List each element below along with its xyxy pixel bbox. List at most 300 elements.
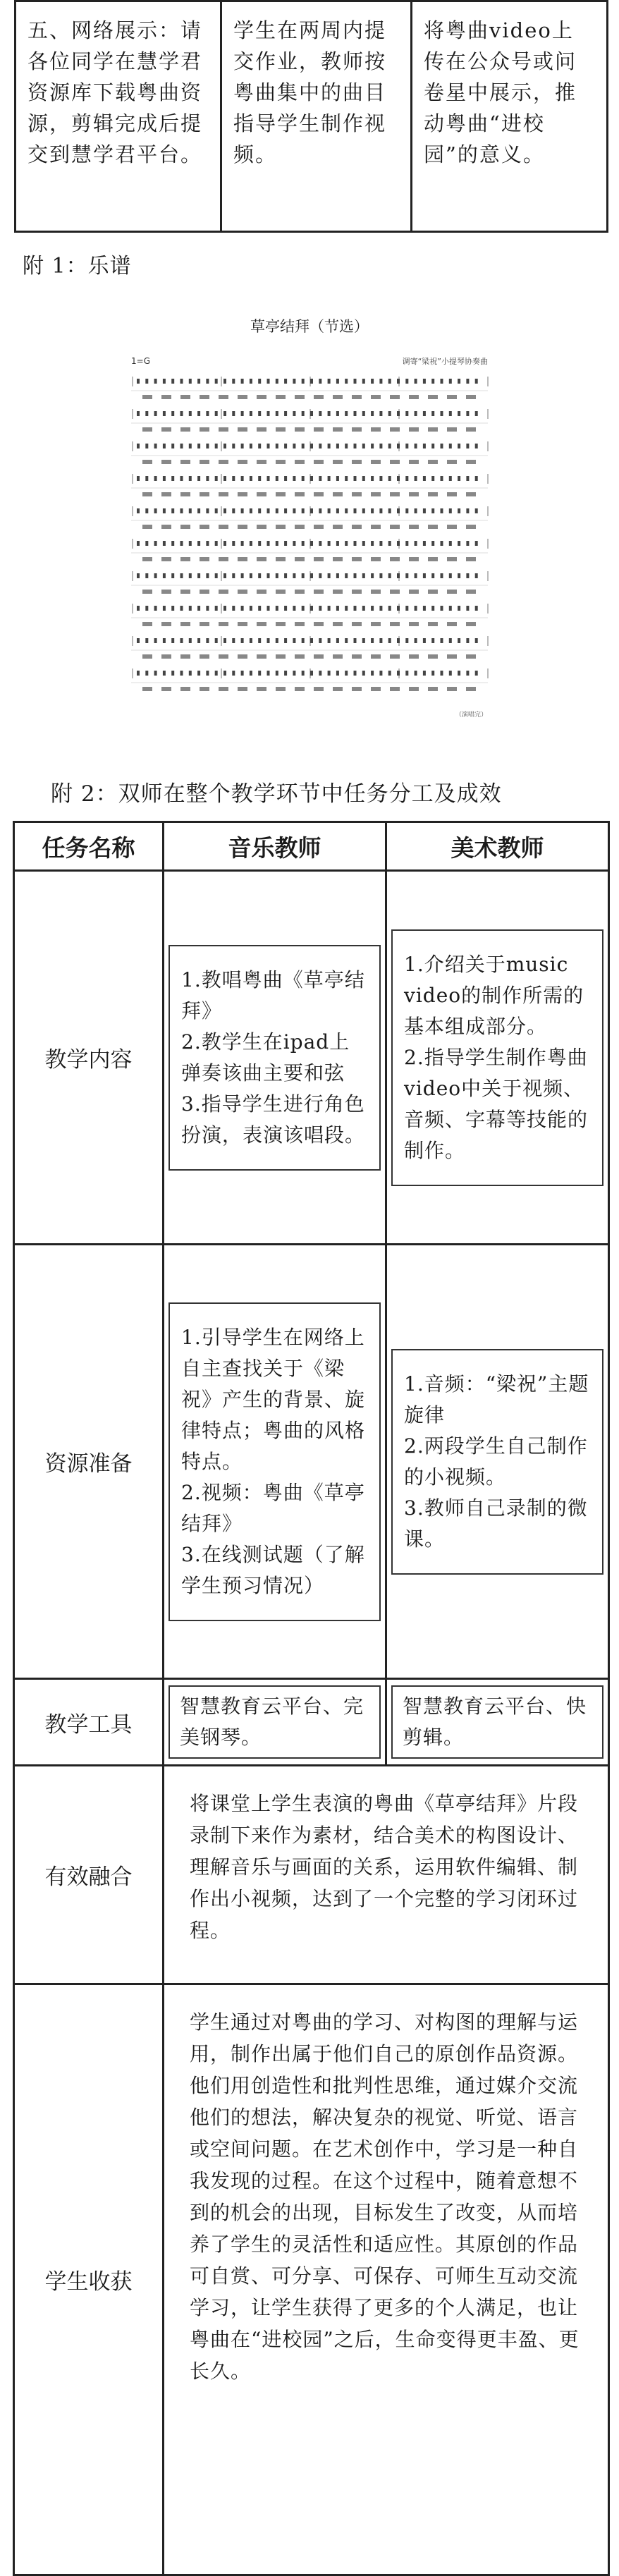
score-lyric-glyph (371, 654, 381, 659)
score-lyric-glyph (161, 654, 171, 659)
score-lyric-glyph (142, 557, 152, 561)
score-note-glyph (388, 444, 391, 448)
score-lyric-glyph (295, 687, 305, 691)
score-lyric-glyph (161, 427, 171, 432)
score-note-glyph (258, 476, 261, 481)
score-lyric-glyph (238, 525, 247, 529)
score-lyric-glyph (238, 687, 247, 691)
score-note-glyph (154, 411, 157, 416)
score-lyric-glyph (333, 525, 343, 529)
score-lyric-glyph (180, 622, 190, 626)
score-note-glyph (310, 573, 313, 578)
score-lyric-glyph (276, 622, 286, 626)
score-note-glyph (180, 671, 183, 676)
score-note-glyph (215, 444, 218, 448)
score-note-glyph (379, 476, 382, 481)
score-note-glyph (267, 379, 270, 384)
score-lyric-glyph (295, 557, 305, 561)
art-teaching-content: 1.介绍关于music video的制作所需的基本组成部分。 2.指导学生制作粤曲video中关于视频、音频、字幕等技能的制作。 (391, 929, 603, 1186)
score-lyric-glyph (180, 492, 190, 496)
score-lyric-glyph (219, 590, 228, 594)
score-note-glyph (431, 508, 434, 513)
score-note-glyph (405, 411, 408, 416)
score-note-glyph (163, 638, 166, 643)
score-note-glyph (293, 541, 295, 546)
score-note-glyph (345, 476, 348, 481)
score-note-glyph (189, 638, 192, 643)
score-note-glyph (449, 411, 452, 416)
score-lyric-glyph (409, 590, 419, 594)
score-note-glyph (336, 508, 339, 513)
score-lyric-glyph (409, 557, 419, 561)
score-note-glyph (163, 573, 166, 578)
score-note-glyph (415, 444, 417, 448)
score-note-glyph (431, 671, 434, 676)
score-lyric-glyph (200, 427, 209, 432)
score-note-glyph (145, 444, 148, 448)
score-note-glyph (362, 411, 365, 416)
integration-text: 将课堂上学生表演的粤曲《草亭结拜》片段录制下来作为素材，结合美术的构图设计、理解音乐与画面的关系，运用软件编辑、制作出小视频，达到了一个完整的学习闭环过程。 (164, 1766, 609, 1984)
score-note-glyph (397, 671, 400, 676)
score-note-glyph (354, 444, 357, 448)
score-note-glyph (267, 541, 270, 546)
score-note-glyph (241, 671, 244, 676)
score-note-glyph (397, 508, 400, 513)
score-lyric-glyph (314, 427, 324, 432)
table-row-integration (14, 1766, 609, 1984)
score-lyric-glyph (200, 622, 209, 626)
score-note-glyph (223, 508, 226, 513)
score-lyric-glyph (333, 427, 343, 432)
score-note-glyph (336, 573, 339, 578)
header-art-teacher: 美术教师 (386, 822, 609, 871)
score-note-glyph (215, 411, 218, 416)
score-note-glyph (180, 638, 183, 643)
score-note-glyph (441, 541, 443, 546)
score-note-glyph (449, 541, 452, 546)
score-note-glyph (206, 444, 209, 448)
score-note-glyph (431, 606, 434, 611)
score-note-glyph (336, 541, 339, 546)
score-lyric-glyph (371, 395, 381, 399)
score-note-glyph (405, 444, 408, 448)
score-note-glyph (276, 606, 278, 611)
score-lyric-glyph (352, 395, 362, 399)
score-note-glyph (354, 476, 357, 481)
score-lyric-glyph (390, 687, 400, 691)
score-lyric-glyph (333, 687, 343, 691)
score-lyric-glyph (371, 460, 381, 464)
score-note-glyph (189, 379, 192, 384)
score-lyric-glyph (200, 492, 209, 496)
score-note-glyph (431, 541, 434, 546)
score-note-glyph (206, 476, 209, 481)
score-note-glyph (154, 476, 157, 481)
score-lyric-glyph (161, 590, 171, 594)
score-note-glyph (431, 379, 434, 384)
score-lyric-glyph (314, 590, 324, 594)
score-note-glyph (267, 411, 270, 416)
score-lyric-glyph (466, 492, 476, 496)
score-notation-lines (131, 377, 488, 691)
score-note-glyph (397, 541, 400, 546)
score-lyric-glyph (409, 395, 419, 399)
score-note-glyph (154, 638, 157, 643)
score-note-glyph (379, 541, 382, 546)
score-lyric-glyph (257, 427, 266, 432)
score-note-glyph (154, 573, 157, 578)
score-lyric-glyph (428, 590, 438, 594)
row-label: 有效融合 (14, 1766, 164, 1984)
score-note-glyph (441, 573, 443, 578)
score-lyric-glyph (352, 557, 362, 561)
score-note-glyph (466, 541, 469, 546)
score-note-glyph (137, 606, 140, 611)
score-note-glyph (197, 379, 200, 384)
score-note-glyph (423, 573, 426, 578)
score-note-glyph (293, 671, 295, 676)
score-lyric-glyph (447, 590, 457, 594)
score-lyric-glyph (428, 557, 438, 561)
table-row-teaching-tools (14, 1679, 609, 1766)
score-note-glyph (466, 476, 469, 481)
score-note-glyph (241, 638, 244, 643)
score-note-glyph (371, 379, 374, 384)
score-note-glyph (154, 671, 157, 676)
score-note-glyph (145, 541, 148, 546)
row-label: 资源准备 (14, 1245, 164, 1679)
row-label: 教学工具 (14, 1679, 164, 1766)
score-note-glyph (431, 573, 434, 578)
score-lyric-glyph (180, 460, 190, 464)
score-note-glyph (310, 541, 313, 546)
score-lyric-glyph (409, 427, 419, 432)
score-note-glyph (197, 638, 200, 643)
score-note-glyph (362, 508, 365, 513)
score-note-glyph (415, 606, 417, 611)
score-note-glyph (397, 573, 400, 578)
score-note-glyph (171, 638, 174, 643)
score-note-glyph (328, 541, 331, 546)
score-note-glyph (336, 671, 339, 676)
score-note-glyph (475, 671, 478, 676)
score-note-glyph (232, 638, 235, 643)
score-lyric-glyph (257, 492, 266, 496)
score-note-glyph (466, 508, 469, 513)
score-lyric-glyph (219, 525, 228, 529)
score-note-glyph (345, 573, 348, 578)
score-lyric-glyph (142, 460, 152, 464)
score-note-glyph (215, 541, 218, 546)
score-note-glyph (362, 671, 365, 676)
score-note-glyph (163, 411, 166, 416)
score-note-glyph (250, 606, 252, 611)
sheet-music-image (125, 305, 494, 726)
score-note-glyph (206, 411, 209, 416)
score-note-glyph (258, 508, 261, 513)
score-note-glyph (405, 606, 408, 611)
art-resource-prep: 1.音频：“梁祝”主题旋律 2.两段学生自己制作的小视频。 3.教师自己录制的微课。 (391, 1349, 603, 1575)
score-note-glyph (145, 573, 148, 578)
score-lyric-glyph (180, 654, 190, 659)
score-lyric-glyph (314, 395, 324, 399)
score-note-glyph (388, 573, 391, 578)
score-lyric-glyph (238, 622, 247, 626)
score-lyric-glyph (466, 460, 476, 464)
score-note-glyph (449, 638, 452, 643)
score-note-glyph (319, 411, 321, 416)
score-lyric-glyph (352, 460, 362, 464)
score-note-glyph (310, 638, 313, 643)
score-lyric-glyph (447, 460, 457, 464)
score-lyric-glyph (333, 590, 343, 594)
score-note-glyph (284, 638, 287, 643)
score-note-glyph (145, 606, 148, 611)
score-lyric-glyph (161, 460, 171, 464)
score-lyric-glyph (333, 557, 343, 561)
score-note-glyph (267, 508, 270, 513)
score-note-glyph (163, 541, 166, 546)
score-note-glyph (232, 379, 235, 384)
score-lyric-glyph (161, 395, 171, 399)
score-note-glyph (197, 541, 200, 546)
score-note-glyph (336, 606, 339, 611)
score-lyric-glyph (390, 427, 400, 432)
score-lyric-glyph (219, 557, 228, 561)
score-note-glyph (345, 444, 348, 448)
score-note-glyph (154, 444, 157, 448)
score-lyric-glyph (352, 427, 362, 432)
score-note-glyph (232, 508, 235, 513)
score-lyric-glyph (200, 460, 209, 464)
score-note-glyph (441, 638, 443, 643)
score-note-glyph (137, 379, 140, 384)
score-lyric-glyph (257, 590, 266, 594)
score-note-glyph (189, 541, 192, 546)
score-lyric-glyph (257, 557, 266, 561)
score-note-glyph (293, 411, 295, 416)
score-lyric-glyph (219, 492, 228, 496)
score-note-glyph (371, 573, 374, 578)
score-note-glyph (466, 444, 469, 448)
score-lyric-glyph (257, 687, 266, 691)
score-note-glyph (388, 671, 391, 676)
score-lyric-glyph (238, 492, 247, 496)
table-row-student-gains (14, 1984, 609, 2575)
score-note-glyph (371, 508, 374, 513)
score-lyric-glyph (219, 460, 228, 464)
music-teaching-tools: 智慧教育云平台、完美钢琴。 (168, 1685, 381, 1759)
score-note-glyph (163, 476, 166, 481)
score-note-glyph (441, 411, 443, 416)
score-lyric-glyph (466, 395, 476, 399)
score-lyric-glyph (200, 590, 209, 594)
score-note-glyph (310, 671, 313, 676)
score-note-glyph (145, 476, 148, 481)
score-lyric-glyph (428, 395, 438, 399)
score-lyric-glyph (409, 525, 419, 529)
score-lyric-glyph (314, 622, 324, 626)
score-note-glyph (397, 444, 400, 448)
score-lyric-glyph (390, 654, 400, 659)
score-note-glyph (206, 638, 209, 643)
score-note-glyph (379, 573, 382, 578)
score-note-glyph (232, 541, 235, 546)
score-note-glyph (241, 379, 244, 384)
score-note-glyph (215, 671, 218, 676)
score-lyric-glyph (180, 590, 190, 594)
top-table (14, 0, 608, 233)
score-note-glyph (302, 508, 305, 513)
score-note-glyph (293, 476, 295, 481)
score-lyric-glyph (161, 557, 171, 561)
score-lyric-glyph (238, 395, 247, 399)
score-lyric-glyph (371, 687, 381, 691)
table-header-row (14, 822, 609, 871)
score-lyric-glyph (276, 590, 286, 594)
header-task-name: 任务名称 (14, 822, 164, 871)
score-note-glyph (258, 444, 261, 448)
score-note-glyph (171, 508, 174, 513)
score-note-glyph (302, 573, 305, 578)
score-note-glyph (206, 508, 209, 513)
score-lyric-glyph (314, 557, 324, 561)
score-note-glyph (466, 573, 469, 578)
score-note-glyph (276, 444, 278, 448)
score-note-glyph (293, 638, 295, 643)
score-note-glyph (449, 508, 452, 513)
score-note-glyph (154, 508, 157, 513)
score-lyric-glyph (314, 460, 324, 464)
score-note-glyph (319, 379, 321, 384)
top-cell-student: 学生在两周内提交作业，教师按粤曲集中的曲目指导学生制作视频。 (221, 1, 412, 232)
score-lyric-glyph (409, 460, 419, 464)
score-note-glyph (250, 379, 252, 384)
score-note-glyph (397, 476, 400, 481)
score-note-glyph (466, 379, 469, 384)
score-note-glyph (466, 671, 469, 676)
score-lyric-glyph (371, 525, 381, 529)
score-note-glyph (310, 606, 313, 611)
score-note-glyph (475, 444, 478, 448)
score-note-glyph (319, 476, 321, 481)
score-note-glyph (241, 508, 244, 513)
score-note-glyph (171, 541, 174, 546)
score-note-glyph (223, 541, 226, 546)
score-note-glyph (319, 638, 321, 643)
score-lyric-glyph (466, 525, 476, 529)
score-lyric-glyph (352, 622, 362, 626)
score-lyric-glyph (200, 395, 209, 399)
score-lyric-glyph (352, 492, 362, 496)
score-note-glyph (415, 411, 417, 416)
score-note-glyph (415, 476, 417, 481)
score-note-glyph (163, 606, 166, 611)
score-note-glyph (362, 444, 365, 448)
score-lyric-glyph (428, 525, 438, 529)
score-note-glyph (267, 638, 270, 643)
table-row-resource-prep (14, 1245, 609, 1679)
score-lyric-glyph (447, 687, 457, 691)
score-note-glyph (189, 508, 192, 513)
score-note-glyph (258, 606, 261, 611)
student-gains-text: 学生通过对粤曲的学习、对构图的理解与运用，制作出属于他们自己的原创作品资源。他们用创造性和批判性思维，通过媒介交流他们的想法，解决复杂的视觉、听觉、语言或空间问题。在艺术创作中，学习是一种自我发现的过程。在这个过程中，随着意想不到的机会的出现，目标发生了改变，从而培养了学生的灵活性和适应性。其原创的作品可自赏、可分享、可保存、可师生互动交流学习，让学生获得了更多的个人满足，也让粤曲在“进校园”之后，生命变得更丰盈、更长久。 (164, 1984, 609, 2575)
score-note-glyph (197, 411, 200, 416)
score-lyric-glyph (466, 427, 476, 432)
score-note-glyph (379, 508, 382, 513)
score-note-glyph (223, 411, 226, 416)
score-lyric-glyph (257, 654, 266, 659)
score-note-glyph (145, 671, 148, 676)
score-note-glyph (458, 379, 460, 384)
score-note-glyph (423, 508, 426, 513)
score-lyric-glyph (428, 622, 438, 626)
score-note-glyph (189, 671, 192, 676)
score-note-glyph (137, 541, 140, 546)
score-note-glyph (284, 573, 287, 578)
score-lyric-glyph (333, 460, 343, 464)
score-note-glyph (475, 541, 478, 546)
score-note-glyph (232, 573, 235, 578)
score-lyric-glyph (142, 687, 152, 691)
score-note-glyph (405, 671, 408, 676)
score-note-glyph (371, 671, 374, 676)
score-note-glyph (302, 411, 305, 416)
score-note-glyph (423, 638, 426, 643)
score-lyric-glyph (333, 492, 343, 496)
score-lyric-glyph (219, 395, 228, 399)
score-note-glyph (241, 541, 244, 546)
score-lyric-glyph (428, 492, 438, 496)
top-cell-outcome: 将粤曲video上传在公众号或问卷星中展示，推动粤曲“进校园”的意义。 (412, 1, 608, 232)
score-note-glyph (388, 606, 391, 611)
music-teaching-content: 1.教唱粤曲《草亭结拜》 2.教学生在ipad上弹奏该曲主要和弦 3.指导学生进行角色扮演，表演该唱段。 (168, 945, 381, 1171)
score-lyric-glyph (219, 654, 228, 659)
score-note-glyph (458, 671, 460, 676)
score-key: 1=G (131, 356, 150, 366)
score-note-glyph (458, 411, 460, 416)
score-note-glyph (137, 508, 140, 513)
score-note-glyph (250, 476, 252, 481)
score-note-glyph (475, 476, 478, 481)
score-lyric-glyph (352, 687, 362, 691)
score-lyric-glyph (371, 622, 381, 626)
score-note-glyph (223, 476, 226, 481)
score-lyric-glyph (466, 590, 476, 594)
score-note-glyph (310, 379, 313, 384)
score-lyric-glyph (409, 492, 419, 496)
score-note-glyph (171, 671, 174, 676)
score-note-glyph (458, 606, 460, 611)
score-note-glyph (441, 476, 443, 481)
score-note-glyph (423, 671, 426, 676)
score-note-glyph (475, 606, 478, 611)
score-note-glyph (276, 508, 278, 513)
score-lyric-glyph (200, 654, 209, 659)
score-note-glyph (180, 508, 183, 513)
score-note-glyph (458, 638, 460, 643)
score-note-glyph (197, 444, 200, 448)
score-note-glyph (354, 638, 357, 643)
score-lyric-glyph (314, 525, 324, 529)
score-note-glyph (423, 379, 426, 384)
score-note-glyph (189, 411, 192, 416)
score-note-glyph (345, 638, 348, 643)
score-lyric-glyph (161, 525, 171, 529)
score-lyric-glyph (428, 460, 438, 464)
score-note-glyph (223, 573, 226, 578)
score-lyric-glyph (295, 427, 305, 432)
